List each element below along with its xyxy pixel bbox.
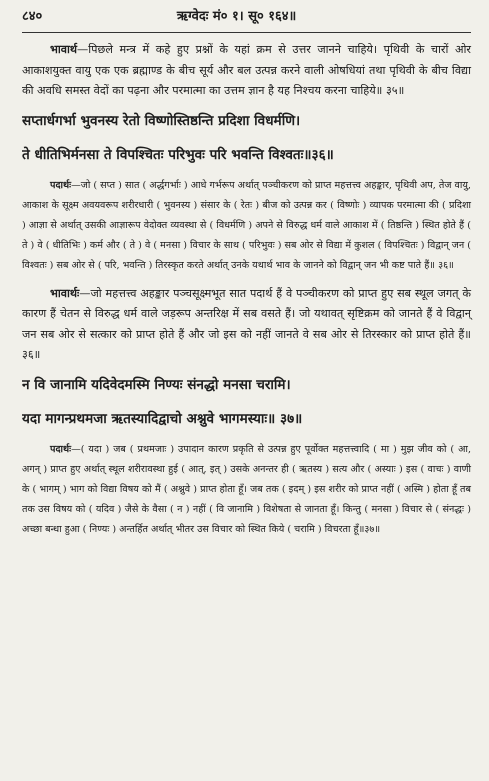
bhavarth-text: —पिछले मन्त्र में कहे हुए प्रश्नों के यहां क्रम से उत्तर जानने चाहिये। पृथिवी के चारों ओर आकाशयुक्त वायु एक एक ब्रह्माण्ड के बीच सूर्य और बल उत्पन्न करने वाली ओषधियां तथा पृथिवी के बीच विद्या की अवधि समस्त वेदों का पढ़ना और परमात्मा का उत्तम ज्ञान है यह निश्चय करना चाहिये॥ ३५॥: [22, 43, 471, 97]
page-header: [22, 6, 471, 33]
mantra-37-line-1: न वि जानामि यदिवेदमस्मि निण्यः संनद्धो मनसा चरामि।: [22, 376, 291, 393]
page-number: ८४०: [22, 9, 43, 24]
bhavarth-text: —जो महत्तत्त्व अहङ्कार पञ्चसूक्ष्मभूत सात पदार्थ हैं वे पञ्चीकरण को प्राप्त हुए सब स्थूल जगत् के कारण हैं चेतन से विरुद्ध धर्म वाले जड़रूप अन्तरिक्ष में सब वसते हैं। जो यथावत् सृष्टिक्रम को जानते हैं वे विद्वान् जन सब ओर से सत्कार को प्राप्त होते हैं और जो इस को नहीं जानते वे सब ओर से तिरस्कार को प्राप्त होते हैं॥ ३६॥: [22, 286, 471, 362]
padarth-text: —जो ( सप्त ) सात ( अर्द्धगर्भाः ) आधे गर्भरूप अर्थात् पञ्चीकरण को प्राप्त महत्तत्त्व अहङ्कार, पृथिवी अप, तेज वायु, आकाश के सूक्ष्म अवयवरूप शरीरधारी ( भुवनस्य ) संसार के ( रेतः ) बीज को उत्पन्न कर ( विष्णोः ) व्यापक परमात्मा की ( प्रदिशा ) आज्ञा से अर्थात् उसकी आज्ञारूप वेदोक्त व्यवस्था से ( विधर्मणि ) अपने से विरुद्ध धर्म वाले आकाश में ( तिष्ठन्ति ) स्थित होते हैं ( ते ) वे ( धीतिभिः ) कर्म और ( ते ) वे ( मनसा ) विचार के साथ ( परिभुवः ) सब ओर से विद्या में कुशल ( विपश्चितः ) विद्वान् जन ( विश्वतः ) सब ओर से ( परि, भवन्ति ) तिरस्कृत करते अर्थात् उनके यथार्थ भाव के जानने को विद्वान् जन भी कष्ट पाते हैं॥ ३६॥: [22, 179, 471, 272]
padarth-label: पदार्थः: [50, 179, 72, 191]
padarth-label: पदार्थः: [50, 443, 72, 455]
mantra-36-line-2: ते धीतिभिर्मनसा ते विपश्चितः परिभुवः परि भवन्ति विश्वतः॥३६॥: [22, 146, 334, 163]
bhavarth-36: [22, 283, 471, 366]
bhavarth-35: [22, 39, 471, 102]
running-title: ऋग्वेदः मं० १। सू० १६४॥: [176, 9, 297, 24]
padarth-36: [22, 176, 471, 277]
mantra-36-line-1: सप्तार्धगर्भा भुवनस्य रेतो विष्णोस्तिष्ठन्ति प्रदिशा विधर्मणि।: [22, 112, 301, 129]
padarth-text: —( यदा ) जब ( प्रथमजाः ) उपादान कारण प्रकृति से उत्पन्न हुए पूर्वोक्त महत्तत्त्वादि ( मा ) मुझ जीव को ( आ, अगन् ) प्राप्त हुए अर्थात् स्थूल शरीरावस्था हुई ( आत्, इत् ) उसके अनन्तर ही ( ऋतस्य ) सत्य और ( अस्याः ) इस ( वाचः ) वाणी के ( भागम् ) भाग को विद्या विषय को मैं ( अश्नुवे ) प्राप्त होता हूँ। जब तक ( इदम् ) इस शरीर को प्राप्त नहीं ( अस्मि ) होता हूँ तब तक उस विषय को ( यदिव ) जैसे के वैसा ( न ) नहीं ( वि जानामि ) विशेषता से जानता हूँ। किन्तु ( मनसा ) विचार से ( संनद्धः ) अच्छा बन्धा हुआ ( निण्यः ) अन्तर्हित अर्थात् भीतर उस विचार को स्थित किये ( चरामि ) विचरता हूँ॥३७॥: [22, 443, 471, 536]
mantra-37-line-2: यदा मागन्प्रथमजा ऋतस्यादिद्वाचो अश्नुवे भागमस्याः॥ ३७॥: [22, 410, 303, 427]
bhavarth-label: भावार्थ: [50, 42, 78, 56]
padarth-37: [22, 440, 471, 541]
bhavarth-label: भावार्थः: [50, 285, 80, 300]
